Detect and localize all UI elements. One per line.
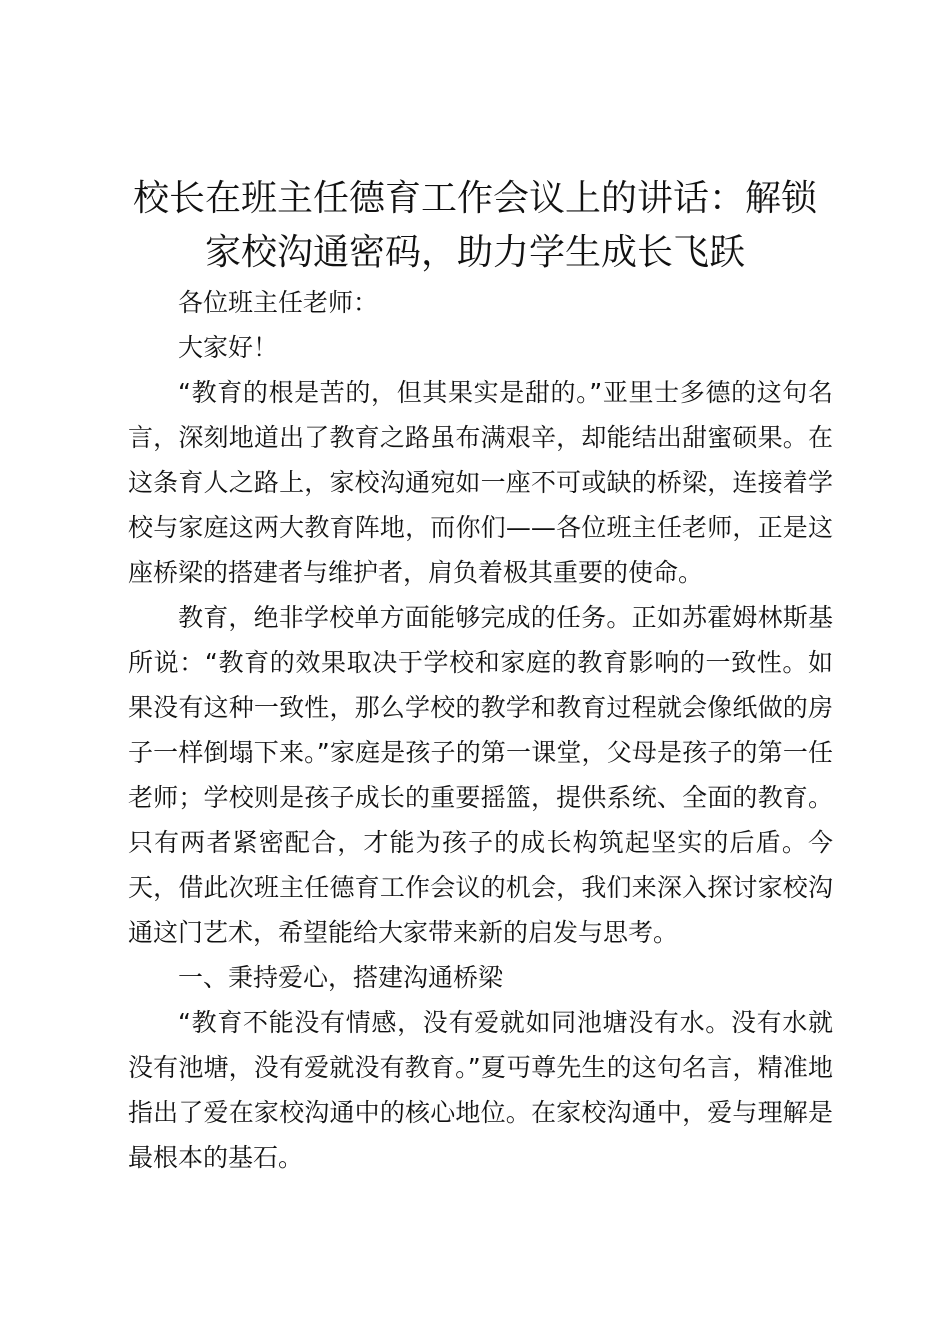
document-title: 校长在班主任德育工作会议上的讲话：解锁家校沟通密码，助力学生成长飞跃	[132, 178, 817, 273]
salutation: 各位班主任老师：	[178, 288, 379, 317]
section-heading: 一、秉持爱心，搭建沟通桥梁	[178, 963, 504, 992]
body-paragraph-1: “教育的根是苦的，但其果实是甜的。”亚里士多德的这句名言，深刻地道出了教育之路虽布满艰辛，却能结出甜蜜硕果。在这条育人之路上，家校沟通宛如一座不可或缺的桥梁，连接着学校与家庭这两大教育阵地，而你们——各位班主任老师，正是这座桥梁的搭建者与维护者，肩负着极其重要的使命。	[128, 378, 833, 587]
document-body	[128, 280, 833, 1180]
body-paragraph-2: 教育，绝非学校单方面能够完成的任务。正如苏霍姆林斯基所说：“教育的效果取决于学校和家庭的教育影响的一致性。如果没有这种一致性，那么学校的教学和教育过程就会像纸做的房子一样倒塌下来。”家庭是孩子的第一课堂，父母是孩子的第一任老师；学校则是孩子成长的重要摇篮，提供系统、全面的教育。只有两者紧密配合，才能为孩子的成长构筑起坚实的后盾。今天，借此次班主任德育工作会议的机会，我们来深入探讨家校沟通这门艺术，希望能给大家带来新的启发与思考。	[128, 603, 833, 947]
greeting: 大家好！	[178, 333, 279, 362]
section-paragraph: “教育不能没有情感，没有爱就如同池塘没有水。没有水就没有池塘，没有爱就没有教育。”夏丏尊先生的这句名言，精准地指出了爱在家校沟通中的核心地位。在家校沟通中，爱与理解是最根本的基石。	[128, 1008, 833, 1172]
